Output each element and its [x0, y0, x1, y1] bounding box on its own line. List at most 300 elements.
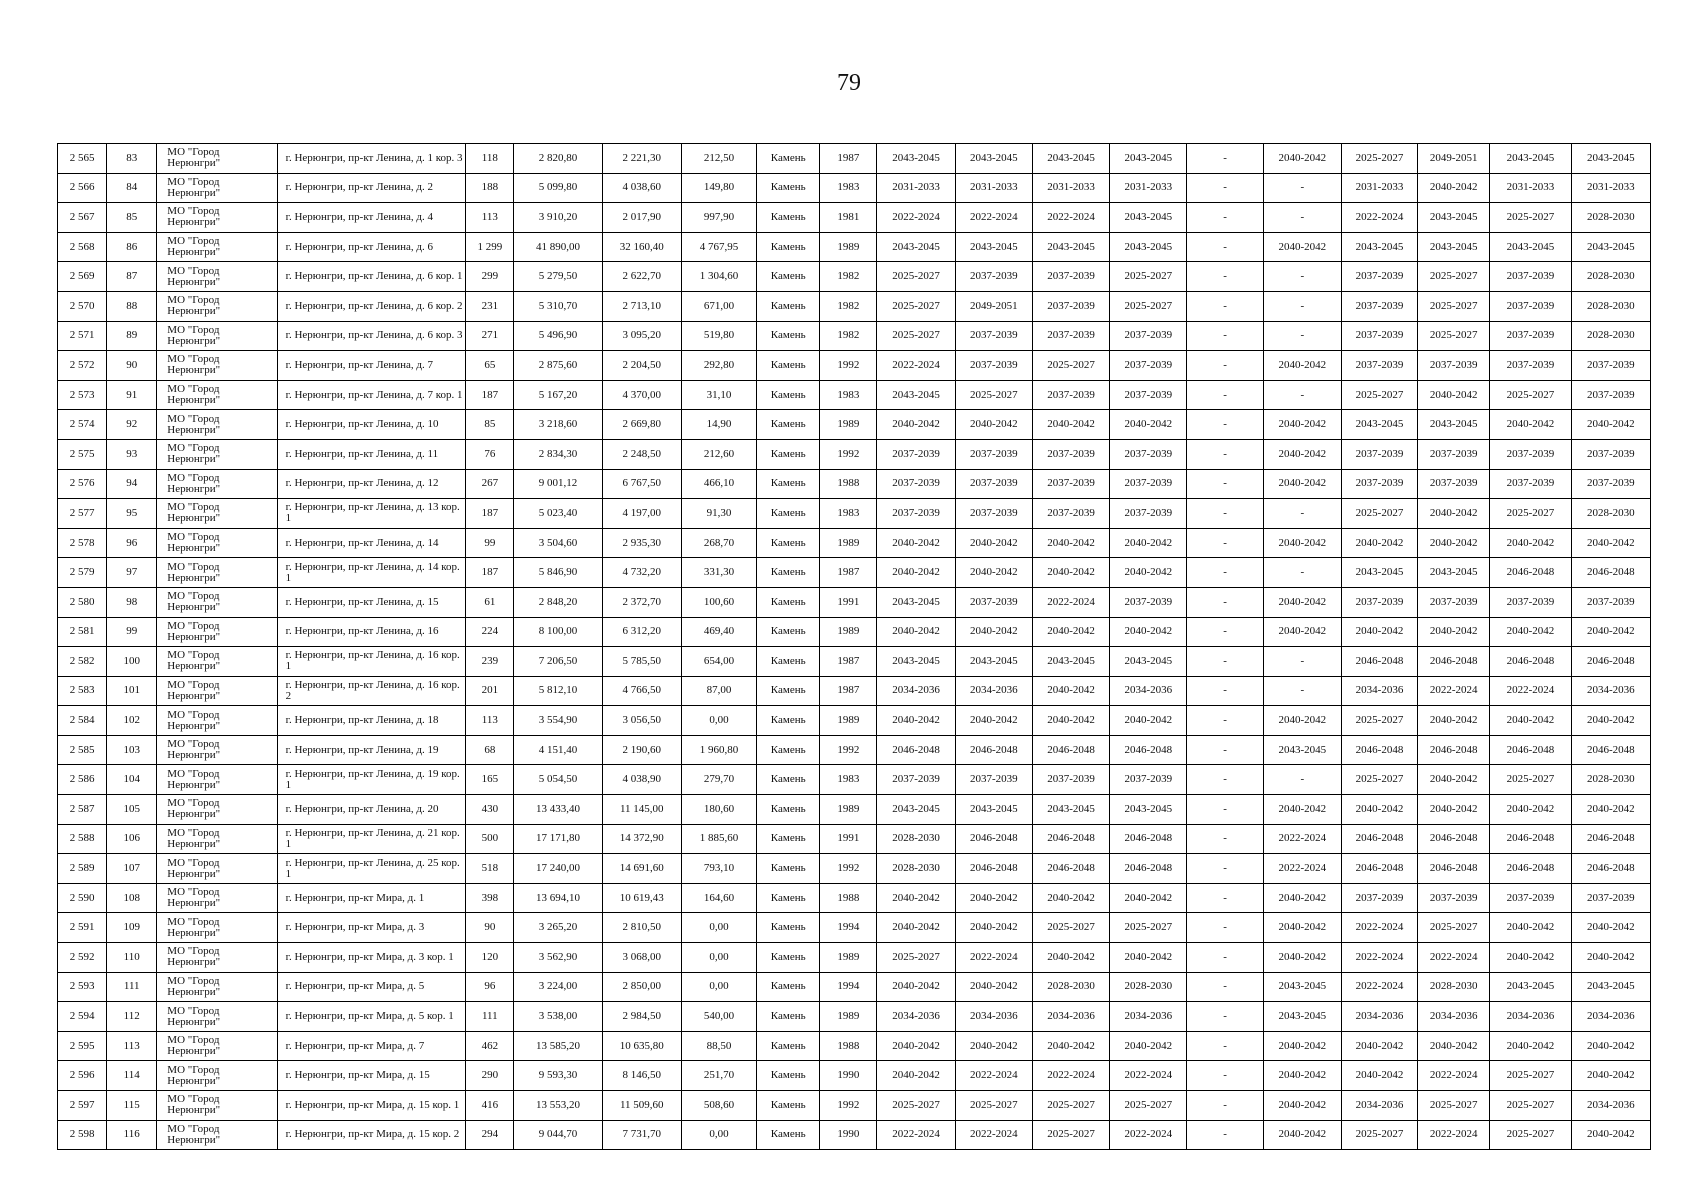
cell-house-number: 95 [107, 499, 157, 529]
cell-period-sewer: 2040-2042 [1490, 1031, 1571, 1061]
cell-total-area: 17 171,80 [514, 824, 602, 854]
cell-period-sewer: 2040-2042 [1490, 706, 1571, 736]
cell-house-number: 87 [107, 262, 157, 292]
cell-build-year: 1983 [820, 380, 877, 410]
cell-period-heating: 2025-2027 [1341, 499, 1417, 529]
cell-nonresidential-area: 654,00 [681, 647, 756, 677]
cell-period-engineering: 2040-2042 [1110, 617, 1187, 647]
cell-period-heating: 2022-2024 [1341, 203, 1417, 233]
cell-owner: МО "Город Нерюнгри" [157, 351, 277, 381]
cell-period-gas: 2031-2033 [1571, 173, 1650, 203]
cell-house-number: 103 [107, 735, 157, 765]
cell-residents: 430 [466, 795, 514, 825]
table-row [58, 1120, 1651, 1150]
cell-period-water: 2037-2039 [1418, 351, 1490, 381]
cell-period-heating: 2040-2042 [1341, 617, 1417, 647]
cell-period-engineering: 2025-2027 [1110, 291, 1187, 321]
cell-address: г. Нерюнгри, пр-кт Мира, д. 15 кор. 1 [277, 1091, 466, 1121]
cell-total-area: 5 023,40 [514, 499, 602, 529]
cell-residents: 68 [466, 735, 514, 765]
cell-residents: 76 [466, 439, 514, 469]
cell-nonresidential-area: 793,10 [681, 854, 756, 884]
cell-period-sewer: 2025-2027 [1490, 1091, 1571, 1121]
cell-period-facade: 2040-2042 [955, 972, 1032, 1002]
cell-house-number: 88 [107, 291, 157, 321]
cell-wall-material: Камень [757, 1031, 820, 1061]
cell-period-water: 2022-2024 [1418, 676, 1490, 706]
cell-period-water: 2025-2027 [1418, 321, 1490, 351]
cell-period-gas: 2034-2036 [1571, 1002, 1650, 1032]
cell-house-number: 113 [107, 1031, 157, 1061]
cell-period-foundation: 2037-2039 [1032, 321, 1109, 351]
cell-period-heating: 2037-2039 [1341, 587, 1417, 617]
cell-total-area: 2 820,80 [514, 144, 602, 174]
cell-total-area: 41 890,00 [514, 232, 602, 262]
cell-period-electric: 2040-2042 [1263, 587, 1341, 617]
cell-period-elevator: - [1187, 203, 1263, 233]
cell-owner: МО "Город Нерюнгри" [157, 262, 277, 292]
cell-period-foundation: 2025-2027 [1032, 913, 1109, 943]
cell-period-elevator: - [1187, 1091, 1263, 1121]
cell-address: г. Нерюнгри, пр-кт Мира, д. 1 [277, 883, 466, 913]
cell-wall-material: Камень [757, 587, 820, 617]
cell-period-elevator: - [1187, 439, 1263, 469]
cell-house-number: 100 [107, 647, 157, 677]
cell-owner: МО "Город Нерюнгри" [157, 1120, 277, 1150]
table-row [58, 232, 1651, 262]
cell-wall-material: Камень [757, 854, 820, 884]
cell-house-number: 91 [107, 380, 157, 410]
cell-living-area: 10 635,80 [602, 1031, 681, 1061]
cell-period-gas: 2037-2039 [1571, 883, 1650, 913]
cell-build-year: 1991 [820, 824, 877, 854]
cell-period-gas: 2037-2039 [1571, 380, 1650, 410]
cell-period-gas: 2046-2048 [1571, 854, 1650, 884]
cell-period-roof: 2040-2042 [877, 972, 955, 1002]
cell-row-number: 2 565 [58, 144, 107, 174]
cell-living-area: 3 068,00 [602, 943, 681, 973]
cell-wall-material: Камень [757, 439, 820, 469]
cell-owner: МО "Город Нерюнгри" [157, 173, 277, 203]
cell-owner: МО "Город Нерюнгри" [157, 706, 277, 736]
cell-period-heating: 2034-2036 [1341, 1091, 1417, 1121]
cell-period-engineering: 2043-2045 [1110, 203, 1187, 233]
cell-period-facade: 2031-2033 [955, 173, 1032, 203]
cell-address: г. Нерюнгри, пр-кт Ленина, д. 12 [277, 469, 466, 499]
cell-period-elevator: - [1187, 765, 1263, 795]
cell-living-area: 6 312,20 [602, 617, 681, 647]
cell-address: г. Нерюнгри, пр-кт Ленина, д. 25 кор. 1 [277, 854, 466, 884]
cell-build-year: 1987 [820, 558, 877, 588]
cell-row-number: 2 595 [58, 1031, 107, 1061]
cell-period-water: 2049-2051 [1418, 144, 1490, 174]
cell-period-sewer: 2037-2039 [1490, 587, 1571, 617]
cell-nonresidential-area: 4 767,95 [681, 232, 756, 262]
cell-row-number: 2 590 [58, 883, 107, 913]
cell-wall-material: Камень [757, 232, 820, 262]
cell-period-engineering: 2040-2042 [1110, 528, 1187, 558]
cell-period-facade: 2037-2039 [955, 262, 1032, 292]
cell-nonresidential-area: 671,00 [681, 291, 756, 321]
cell-residents: 271 [466, 321, 514, 351]
cell-address: г. Нерюнгри, пр-кт Ленина, д. 11 [277, 439, 466, 469]
cell-build-year: 1989 [820, 795, 877, 825]
cell-wall-material: Камень [757, 706, 820, 736]
cell-period-heating: 2046-2048 [1341, 647, 1417, 677]
cell-period-roof: 2037-2039 [877, 469, 955, 499]
cell-house-number: 106 [107, 824, 157, 854]
cell-period-gas: 2040-2042 [1571, 1031, 1650, 1061]
cell-row-number: 2 570 [58, 291, 107, 321]
cell-period-elevator: - [1187, 647, 1263, 677]
cell-period-engineering: 2037-2039 [1110, 351, 1187, 381]
cell-residents: 239 [466, 647, 514, 677]
cell-wall-material: Камень [757, 765, 820, 795]
cell-period-water: 2028-2030 [1418, 972, 1490, 1002]
cell-owner: МО "Город Нерюнгри" [157, 291, 277, 321]
cell-period-facade: 2037-2039 [955, 587, 1032, 617]
cell-period-elevator: - [1187, 972, 1263, 1002]
cell-row-number: 2 589 [58, 854, 107, 884]
cell-period-electric: 2043-2045 [1263, 972, 1341, 1002]
cell-address: г. Нерюнгри, пр-кт Ленина, д. 15 [277, 587, 466, 617]
table-row [58, 972, 1651, 1002]
cell-period-gas: 2040-2042 [1571, 1061, 1650, 1091]
cell-build-year: 1989 [820, 706, 877, 736]
cell-period-facade: 2022-2024 [955, 203, 1032, 233]
cell-period-roof: 2046-2048 [877, 735, 955, 765]
cell-living-area: 4 038,60 [602, 173, 681, 203]
cell-living-area: 4 197,00 [602, 499, 681, 529]
cell-living-area: 8 146,50 [602, 1061, 681, 1091]
cell-owner: МО "Город Нерюнгри" [157, 587, 277, 617]
cell-period-gas: 2040-2042 [1571, 913, 1650, 943]
cell-wall-material: Камень [757, 883, 820, 913]
cell-period-foundation: 2043-2045 [1032, 795, 1109, 825]
cell-total-area: 3 910,20 [514, 203, 602, 233]
cell-period-facade: 2046-2048 [955, 735, 1032, 765]
cell-period-sewer: 2037-2039 [1490, 291, 1571, 321]
cell-living-area: 2 713,10 [602, 291, 681, 321]
cell-total-area: 8 100,00 [514, 617, 602, 647]
cell-wall-material: Камень [757, 617, 820, 647]
cell-house-number: 116 [107, 1120, 157, 1150]
cell-owner: МО "Город Нерюнгри" [157, 824, 277, 854]
cell-nonresidential-area: 466,10 [681, 469, 756, 499]
cell-period-foundation: 2043-2045 [1032, 144, 1109, 174]
cell-total-area: 17 240,00 [514, 854, 602, 884]
table-row [58, 380, 1651, 410]
cell-period-foundation: 2022-2024 [1032, 587, 1109, 617]
cell-living-area: 11 509,60 [602, 1091, 681, 1121]
cell-row-number: 2 594 [58, 1002, 107, 1032]
table-row [58, 321, 1651, 351]
cell-period-water: 2025-2027 [1418, 291, 1490, 321]
cell-period-roof: 2031-2033 [877, 173, 955, 203]
cell-period-foundation: 2040-2042 [1032, 883, 1109, 913]
table-row [58, 587, 1651, 617]
cell-living-area: 4 766,50 [602, 676, 681, 706]
cell-period-roof: 2037-2039 [877, 499, 955, 529]
cell-period-roof: 2040-2042 [877, 706, 955, 736]
cell-period-water: 2040-2042 [1418, 528, 1490, 558]
cell-period-facade: 2043-2045 [955, 647, 1032, 677]
cell-owner: МО "Город Нерюнгри" [157, 439, 277, 469]
cell-row-number: 2 582 [58, 647, 107, 677]
cell-build-year: 1994 [820, 913, 877, 943]
cell-period-elevator: - [1187, 735, 1263, 765]
cell-wall-material: Камень [757, 469, 820, 499]
cell-residents: 462 [466, 1031, 514, 1061]
cell-period-sewer: 2040-2042 [1490, 617, 1571, 647]
cell-total-area: 9 593,30 [514, 1061, 602, 1091]
cell-period-water: 2037-2039 [1418, 439, 1490, 469]
cell-owner: МО "Город Нерюнгри" [157, 232, 277, 262]
cell-period-facade: 2040-2042 [955, 558, 1032, 588]
cell-row-number: 2 575 [58, 439, 107, 469]
cell-period-foundation: 2040-2042 [1032, 676, 1109, 706]
cell-wall-material: Камень [757, 1091, 820, 1121]
cell-row-number: 2 585 [58, 735, 107, 765]
cell-period-heating: 2034-2036 [1341, 676, 1417, 706]
cell-period-heating: 2046-2048 [1341, 824, 1417, 854]
cell-period-heating: 2037-2039 [1341, 351, 1417, 381]
cell-period-elevator: - [1187, 144, 1263, 174]
cell-period-sewer: 2046-2048 [1490, 854, 1571, 884]
cell-period-facade: 2043-2045 [955, 144, 1032, 174]
cell-address: г. Нерюнгри, пр-кт Ленина, д. 6 кор. 2 [277, 291, 466, 321]
cell-living-area: 2 669,80 [602, 410, 681, 440]
cell-period-water: 2022-2024 [1418, 1120, 1490, 1150]
table-row [58, 824, 1651, 854]
cell-period-roof: 2037-2039 [877, 765, 955, 795]
cell-period-elevator: - [1187, 1061, 1263, 1091]
cell-build-year: 1992 [820, 439, 877, 469]
cell-period-engineering: 2037-2039 [1110, 587, 1187, 617]
cell-period-electric: - [1263, 499, 1341, 529]
table-row [58, 499, 1651, 529]
cell-row-number: 2 572 [58, 351, 107, 381]
cell-nonresidential-area: 0,00 [681, 706, 756, 736]
cell-build-year: 1982 [820, 262, 877, 292]
table-row [58, 528, 1651, 558]
cell-period-gas: 2040-2042 [1571, 617, 1650, 647]
cell-period-engineering: 2040-2042 [1110, 410, 1187, 440]
cell-residents: 1 299 [466, 232, 514, 262]
cell-row-number: 2 574 [58, 410, 107, 440]
cell-period-elevator: - [1187, 706, 1263, 736]
cell-period-electric: 2040-2042 [1263, 1031, 1341, 1061]
table-row [58, 647, 1651, 677]
cell-row-number: 2 566 [58, 173, 107, 203]
cell-period-water: 2025-2027 [1418, 1091, 1490, 1121]
cell-row-number: 2 584 [58, 706, 107, 736]
cell-nonresidential-area: 0,00 [681, 1120, 756, 1150]
cell-period-gas: 2040-2042 [1571, 795, 1650, 825]
cell-period-gas: 2046-2048 [1571, 824, 1650, 854]
table-body [58, 144, 1651, 1150]
cell-period-sewer: 2031-2033 [1490, 173, 1571, 203]
cell-period-electric: 2040-2042 [1263, 1091, 1341, 1121]
cell-row-number: 2 591 [58, 913, 107, 943]
cell-row-number: 2 571 [58, 321, 107, 351]
cell-period-heating: 2037-2039 [1341, 321, 1417, 351]
cell-period-sewer: 2025-2027 [1490, 380, 1571, 410]
cell-period-electric: - [1263, 558, 1341, 588]
cell-period-engineering: 2040-2042 [1110, 558, 1187, 588]
cell-period-facade: 2043-2045 [955, 232, 1032, 262]
cell-address: г. Нерюнгри, пр-кт Мира, д. 3 кор. 1 [277, 943, 466, 973]
cell-house-number: 115 [107, 1091, 157, 1121]
cell-period-electric: - [1263, 203, 1341, 233]
cell-total-area: 3 224,00 [514, 972, 602, 1002]
cell-period-water: 2022-2024 [1418, 1061, 1490, 1091]
cell-period-foundation: 2025-2027 [1032, 1120, 1109, 1150]
cell-address: г. Нерюнгри, пр-кт Ленина, д. 19 кор. 1 [277, 765, 466, 795]
cell-period-facade: 2037-2039 [955, 765, 1032, 795]
cell-period-sewer: 2046-2048 [1490, 735, 1571, 765]
cell-living-area: 2 810,50 [602, 913, 681, 943]
cell-period-elevator: - [1187, 291, 1263, 321]
cell-period-electric: 2040-2042 [1263, 528, 1341, 558]
cell-build-year: 1987 [820, 676, 877, 706]
cell-residents: 120 [466, 943, 514, 973]
cell-period-foundation: 2046-2048 [1032, 854, 1109, 884]
cell-wall-material: Камень [757, 647, 820, 677]
cell-living-area: 4 732,20 [602, 558, 681, 588]
cell-wall-material: Камень [757, 380, 820, 410]
table-row [58, 351, 1651, 381]
cell-period-sewer: 2037-2039 [1490, 262, 1571, 292]
cell-period-elevator: - [1187, 617, 1263, 647]
cell-owner: МО "Город Нерюнгри" [157, 203, 277, 233]
cell-build-year: 1983 [820, 765, 877, 795]
cell-period-sewer: 2043-2045 [1490, 232, 1571, 262]
cell-house-number: 107 [107, 854, 157, 884]
cell-period-engineering: 2037-2039 [1110, 439, 1187, 469]
cell-wall-material: Камень [757, 528, 820, 558]
table-row [58, 706, 1651, 736]
cell-residents: 188 [466, 173, 514, 203]
cell-address: г. Нерюнгри, пр-кт Ленина, д. 7 [277, 351, 466, 381]
cell-period-electric: - [1263, 647, 1341, 677]
cell-period-sewer: 2046-2048 [1490, 647, 1571, 677]
cell-period-heating: 2046-2048 [1341, 854, 1417, 884]
cell-period-engineering: 2037-2039 [1110, 469, 1187, 499]
cell-period-heating: 2040-2042 [1341, 528, 1417, 558]
cell-address: г. Нерюнгри, пр-кт Ленина, д. 6 [277, 232, 466, 262]
table-row [58, 1061, 1651, 1091]
cell-period-elevator: - [1187, 410, 1263, 440]
cell-period-elevator: - [1187, 262, 1263, 292]
cell-build-year: 1990 [820, 1120, 877, 1150]
cell-period-sewer: 2046-2048 [1490, 558, 1571, 588]
cell-owner: МО "Город Нерюнгри" [157, 1091, 277, 1121]
cell-period-heating: 2037-2039 [1341, 439, 1417, 469]
cell-row-number: 2 583 [58, 676, 107, 706]
cell-period-roof: 2040-2042 [877, 1031, 955, 1061]
cell-period-facade: 2037-2039 [955, 321, 1032, 351]
cell-period-gas: 2034-2036 [1571, 1091, 1650, 1121]
cell-owner: МО "Город Нерюнгри" [157, 380, 277, 410]
cell-build-year: 1989 [820, 528, 877, 558]
cell-period-engineering: 2022-2024 [1110, 1061, 1187, 1091]
cell-period-water: 2025-2027 [1418, 262, 1490, 292]
cell-address: г. Нерюнгри, пр-кт Мира, д. 3 [277, 913, 466, 943]
cell-wall-material: Камень [757, 1061, 820, 1091]
cell-period-electric: 2043-2045 [1263, 1002, 1341, 1032]
cell-row-number: 2 573 [58, 380, 107, 410]
cell-total-area: 13 433,40 [514, 795, 602, 825]
cell-period-foundation: 2037-2039 [1032, 380, 1109, 410]
cell-residents: 299 [466, 262, 514, 292]
cell-period-engineering: 2040-2042 [1110, 883, 1187, 913]
cell-period-electric: 2040-2042 [1263, 706, 1341, 736]
cell-address: г. Нерюнгри, пр-кт Ленина, д. 19 [277, 735, 466, 765]
cell-house-number: 93 [107, 439, 157, 469]
table-row [58, 795, 1651, 825]
cell-period-heating: 2025-2027 [1341, 1120, 1417, 1150]
cell-total-area: 13 694,10 [514, 883, 602, 913]
cell-owner: МО "Город Нерюнгри" [157, 854, 277, 884]
cell-living-area: 2 221,30 [602, 144, 681, 174]
cell-period-gas: 2028-2030 [1571, 499, 1650, 529]
cell-residents: 294 [466, 1120, 514, 1150]
cell-period-facade: 2040-2042 [955, 410, 1032, 440]
cell-period-gas: 2043-2045 [1571, 232, 1650, 262]
cell-period-engineering: 2025-2027 [1110, 262, 1187, 292]
cell-house-number: 92 [107, 410, 157, 440]
table-row [58, 410, 1651, 440]
cell-wall-material: Камень [757, 144, 820, 174]
cell-period-heating: 2025-2027 [1341, 380, 1417, 410]
cell-total-area: 7 206,50 [514, 647, 602, 677]
cell-period-gas: 2037-2039 [1571, 439, 1650, 469]
cell-period-roof: 2043-2045 [877, 647, 955, 677]
cell-period-roof: 2043-2045 [877, 795, 955, 825]
cell-period-facade: 2034-2036 [955, 1002, 1032, 1032]
cell-living-area: 2 622,70 [602, 262, 681, 292]
table-row [58, 883, 1651, 913]
cell-period-elevator: - [1187, 469, 1263, 499]
cell-period-gas: 2037-2039 [1571, 469, 1650, 499]
cell-period-roof: 2025-2027 [877, 291, 955, 321]
cell-house-number: 86 [107, 232, 157, 262]
cell-row-number: 2 588 [58, 824, 107, 854]
cell-residents: 65 [466, 351, 514, 381]
cell-row-number: 2 597 [58, 1091, 107, 1121]
cell-period-engineering: 2022-2024 [1110, 1120, 1187, 1150]
cell-period-heating: 2040-2042 [1341, 1031, 1417, 1061]
table-row [58, 943, 1651, 973]
cell-residents: 187 [466, 558, 514, 588]
cell-address: г. Нерюнгри, пр-кт Ленина, д. 21 кор. 1 [277, 824, 466, 854]
cell-period-gas: 2043-2045 [1571, 972, 1650, 1002]
cell-period-electric: 2040-2042 [1263, 913, 1341, 943]
cell-owner: МО "Город Нерюнгри" [157, 1061, 277, 1091]
cell-row-number: 2 568 [58, 232, 107, 262]
cell-build-year: 1988 [820, 883, 877, 913]
cell-row-number: 2 593 [58, 972, 107, 1002]
cell-period-heating: 2040-2042 [1341, 795, 1417, 825]
cell-build-year: 1987 [820, 144, 877, 174]
cell-residents: 187 [466, 499, 514, 529]
cell-period-heating: 2043-2045 [1341, 558, 1417, 588]
cell-period-water: 2022-2024 [1418, 943, 1490, 973]
cell-address: г. Нерюнгри, пр-кт Ленина, д. 7 кор. 1 [277, 380, 466, 410]
cell-build-year: 1987 [820, 647, 877, 677]
cell-period-elevator: - [1187, 558, 1263, 588]
